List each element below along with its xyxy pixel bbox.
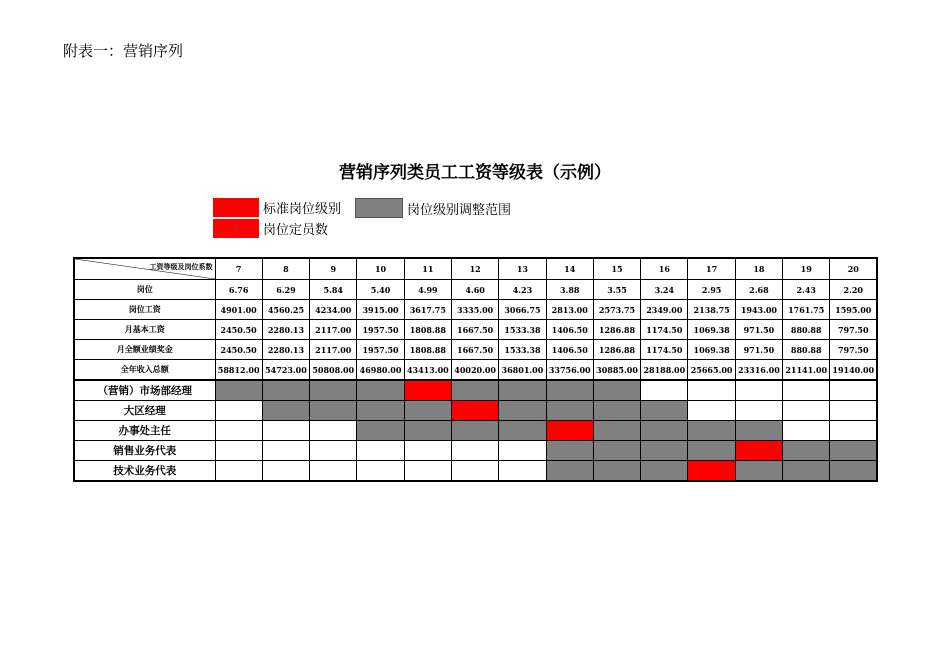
- position-row-label: 办事处主任: [74, 421, 215, 441]
- salary-value-cell: 1069.38: [688, 320, 735, 340]
- empty-level-cell: [499, 441, 546, 461]
- salary-value-cell: 1957.50: [357, 320, 404, 340]
- salary-row: [74, 360, 877, 381]
- coefficient-cell: 4.99: [404, 280, 451, 300]
- range-level-cell: [357, 421, 404, 441]
- salary-value-cell: 880.88: [783, 340, 830, 360]
- coefficient-cell: 5.84: [310, 280, 357, 300]
- salary-value-cell: 2450.50: [215, 320, 262, 340]
- range-level-cell: [830, 441, 877, 461]
- salary-value-cell: 1957.50: [357, 340, 404, 360]
- empty-level-cell: [783, 401, 830, 421]
- salary-value-cell: 1808.88: [404, 320, 451, 340]
- empty-level-cell: [499, 461, 546, 482]
- salary-value-cell: 2450.50: [215, 340, 262, 360]
- salary-value-cell: 2573.75: [593, 300, 640, 320]
- empty-level-cell: [404, 461, 451, 482]
- salary-value-cell: 1069.38: [688, 340, 735, 360]
- empty-level-cell: [310, 461, 357, 482]
- salary-value-cell: 4234.00: [310, 300, 357, 320]
- salary-value-cell: 58812.00: [215, 360, 262, 381]
- salary-value-cell: 2138.75: [688, 300, 735, 320]
- position-row: [74, 461, 877, 482]
- salary-value-cell: 1595.00: [830, 300, 877, 320]
- salary-value-cell: 2117.00: [310, 340, 357, 360]
- range-level-cell: [546, 380, 593, 401]
- salary-value-cell: 2280.13: [262, 320, 309, 340]
- coefficient-cell: 2.43: [783, 280, 830, 300]
- grade-cell: 17: [688, 258, 735, 280]
- grade-cell: 20: [830, 258, 877, 280]
- empty-level-cell: [783, 380, 830, 401]
- empty-level-cell: [310, 421, 357, 441]
- range-level-cell: [404, 401, 451, 421]
- range-level-cell: [310, 380, 357, 401]
- table-title: 营销序列类员工工资等级表（示例）: [339, 163, 611, 183]
- range-level-cell: [593, 380, 640, 401]
- empty-level-cell: [404, 441, 451, 461]
- salary-value-cell: 1174.50: [641, 320, 688, 340]
- salary-value-cell: 971.50: [735, 320, 782, 340]
- salary-value-cell: 19140.00: [830, 360, 877, 381]
- position-row: [74, 380, 877, 401]
- empty-level-cell: [735, 401, 782, 421]
- range-level-cell: [688, 421, 735, 441]
- empty-level-cell: [357, 461, 404, 482]
- empty-level-cell: [641, 380, 688, 401]
- range-level-cell: [310, 401, 357, 421]
- coefficient-cell: 4.60: [451, 280, 498, 300]
- legend-range: [355, 198, 511, 218]
- appendix-title: 附表一：营销序列: [63, 42, 184, 60]
- diagonal-header-top: 工资等级及岗位系数: [149, 263, 213, 271]
- range-level-cell: [593, 401, 640, 421]
- salary-row-label: 月基本工资: [74, 320, 215, 340]
- range-level-cell: [641, 441, 688, 461]
- salary-value-cell: 50808.00: [310, 360, 357, 381]
- standard-level-cell: [546, 421, 593, 441]
- position-row-label: （营销）市场部经理: [74, 380, 215, 401]
- legend-standard-label: 标准岗位级别: [263, 202, 342, 217]
- range-level-cell: [735, 461, 782, 482]
- range-level-cell: [783, 461, 830, 482]
- salary-value-cell: 25665.00: [688, 360, 735, 381]
- empty-level-cell: [830, 380, 877, 401]
- empty-level-cell: [262, 461, 309, 482]
- grade-cell: 12: [451, 258, 498, 280]
- salary-value-cell: 2349.00: [641, 300, 688, 320]
- salary-value-cell: 43413.00: [404, 360, 451, 381]
- salary-value-cell: 23316.00: [735, 360, 782, 381]
- range-level-cell: [641, 461, 688, 482]
- range-level-cell: [546, 401, 593, 421]
- range-level-cell: [830, 461, 877, 482]
- range-level-cell: [641, 401, 688, 421]
- coefficient-cell: 3.55: [593, 280, 640, 300]
- salary-grade-table: [73, 257, 878, 482]
- empty-level-cell: [215, 441, 262, 461]
- range-level-cell: [215, 380, 262, 401]
- legend-range-label: 岗位级别调整范围: [407, 202, 512, 218]
- salary-row: [74, 320, 877, 340]
- legend-count-swatch: 1: [213, 219, 259, 238]
- legend-count: [213, 219, 328, 238]
- range-level-cell: [783, 441, 830, 461]
- salary-value-cell: 3915.00: [357, 300, 404, 320]
- salary-value-cell: 21141.00: [783, 360, 830, 381]
- range-level-cell: [357, 401, 404, 421]
- salary-value-cell: 4901.00: [215, 300, 262, 320]
- standard-level-cell: [404, 380, 451, 401]
- coefficient-cell: 2.95: [688, 280, 735, 300]
- salary-value-cell: 3066.75: [499, 300, 546, 320]
- position-row: [74, 441, 877, 461]
- salary-value-cell: 1406.50: [546, 340, 593, 360]
- range-level-cell: [546, 441, 593, 461]
- coefficient-cell: 3.88: [546, 280, 593, 300]
- empty-level-cell: [451, 461, 498, 482]
- diagonal-header-cell: [74, 258, 215, 280]
- grade-header-row: [74, 258, 877, 280]
- salary-value-cell: 33756.00: [546, 360, 593, 381]
- salary-value-cell: 1533.38: [499, 340, 546, 360]
- grade-cell: 11: [404, 258, 451, 280]
- empty-level-cell: [735, 380, 782, 401]
- salary-value-cell: 797.50: [830, 320, 877, 340]
- empty-level-cell: [262, 421, 309, 441]
- salary-row-label: 月全额业绩奖金: [74, 340, 215, 360]
- coefficient-cell: 6.76: [215, 280, 262, 300]
- range-level-cell: [593, 441, 640, 461]
- salary-value-cell: 1761.75: [783, 300, 830, 320]
- empty-level-cell: [262, 441, 309, 461]
- grade-cell: 14: [546, 258, 593, 280]
- salary-value-cell: 36801.00: [499, 360, 546, 381]
- empty-level-cell: [688, 380, 735, 401]
- range-level-cell: [546, 461, 593, 482]
- coefficient-cell: 6.29: [262, 280, 309, 300]
- salary-value-cell: 28188.00: [641, 360, 688, 381]
- coefficient-cell: 5.40: [357, 280, 404, 300]
- coefficient-row: [74, 280, 877, 300]
- salary-value-cell: 1667.50: [451, 320, 498, 340]
- salary-row: [74, 340, 877, 360]
- position-row-label: 销售业务代表: [74, 441, 215, 461]
- empty-level-cell: [783, 421, 830, 441]
- legend-range-swatch: [355, 198, 403, 218]
- coefficient-cell: 4.23: [499, 280, 546, 300]
- empty-level-cell: [830, 401, 877, 421]
- salary-value-cell: 40020.00: [451, 360, 498, 381]
- range-level-cell: [593, 421, 640, 441]
- range-level-cell: [262, 401, 309, 421]
- salary-value-cell: 1808.88: [404, 340, 451, 360]
- salary-value-cell: 1533.38: [499, 320, 546, 340]
- salary-value-cell: 1286.88: [593, 340, 640, 360]
- salary-value-cell: 2280.13: [262, 340, 309, 360]
- empty-level-cell: [688, 401, 735, 421]
- position-header-label: 岗位: [74, 280, 215, 300]
- range-level-cell: [451, 380, 498, 401]
- salary-value-cell: 46980.00: [357, 360, 404, 381]
- position-row: [74, 401, 877, 421]
- grade-cell: 16: [641, 258, 688, 280]
- grade-cell: 15: [593, 258, 640, 280]
- salary-value-cell: 54723.00: [262, 360, 309, 381]
- salary-value-cell: 3617.75: [404, 300, 451, 320]
- salary-row-label: 全年收入总额: [74, 360, 215, 381]
- empty-level-cell: [451, 441, 498, 461]
- grade-cell: 8: [262, 258, 309, 280]
- range-level-cell: [357, 380, 404, 401]
- position-row: [74, 421, 877, 441]
- salary-value-cell: 1174.50: [641, 340, 688, 360]
- standard-level-cell: [451, 401, 498, 421]
- range-level-cell: [262, 380, 309, 401]
- grade-cell: 18: [735, 258, 782, 280]
- salary-value-cell: 797.50: [830, 340, 877, 360]
- salary-row-label: 岗位工资: [74, 300, 215, 320]
- range-level-cell: [593, 461, 640, 482]
- salary-value-cell: 2813.00: [546, 300, 593, 320]
- empty-level-cell: [215, 421, 262, 441]
- grade-cell: 19: [783, 258, 830, 280]
- range-level-cell: [499, 380, 546, 401]
- grade-cell: 7: [215, 258, 262, 280]
- salary-value-cell: 3335.00: [451, 300, 498, 320]
- salary-value-cell: 1667.50: [451, 340, 498, 360]
- standard-level-cell: [688, 461, 735, 482]
- range-level-cell: [451, 421, 498, 441]
- salary-value-cell: 30885.00: [593, 360, 640, 381]
- salary-value-cell: 1943.00: [735, 300, 782, 320]
- empty-level-cell: [357, 441, 404, 461]
- range-level-cell: [641, 421, 688, 441]
- empty-level-cell: [215, 461, 262, 482]
- legend-standard: [213, 198, 341, 217]
- salary-value-cell: 2117.00: [310, 320, 357, 340]
- grade-cell: 10: [357, 258, 404, 280]
- salary-value-cell: 1406.50: [546, 320, 593, 340]
- legend-count-label: 岗位定员数: [263, 223, 329, 238]
- grade-cell: 9: [310, 258, 357, 280]
- coefficient-cell: 3.24: [641, 280, 688, 300]
- range-level-cell: [735, 421, 782, 441]
- empty-level-cell: [830, 421, 877, 441]
- position-row-label: 大区经理: [74, 401, 215, 421]
- standard-level-cell: [735, 441, 782, 461]
- salary-value-cell: 4560.25: [262, 300, 309, 320]
- coefficient-cell: 2.20: [830, 280, 877, 300]
- range-level-cell: [499, 401, 546, 421]
- salary-row: [74, 300, 877, 320]
- empty-level-cell: [310, 441, 357, 461]
- empty-level-cell: [215, 401, 262, 421]
- legend-standard-swatch: [213, 198, 259, 217]
- range-level-cell: [499, 421, 546, 441]
- grade-cell: 13: [499, 258, 546, 280]
- position-row-label: 技术业务代表: [74, 461, 215, 482]
- salary-value-cell: 880.88: [783, 320, 830, 340]
- coefficient-cell: 2.68: [735, 280, 782, 300]
- salary-value-cell: 971.50: [735, 340, 782, 360]
- range-level-cell: [688, 441, 735, 461]
- salary-value-cell: 1286.88: [593, 320, 640, 340]
- range-level-cell: [404, 421, 451, 441]
